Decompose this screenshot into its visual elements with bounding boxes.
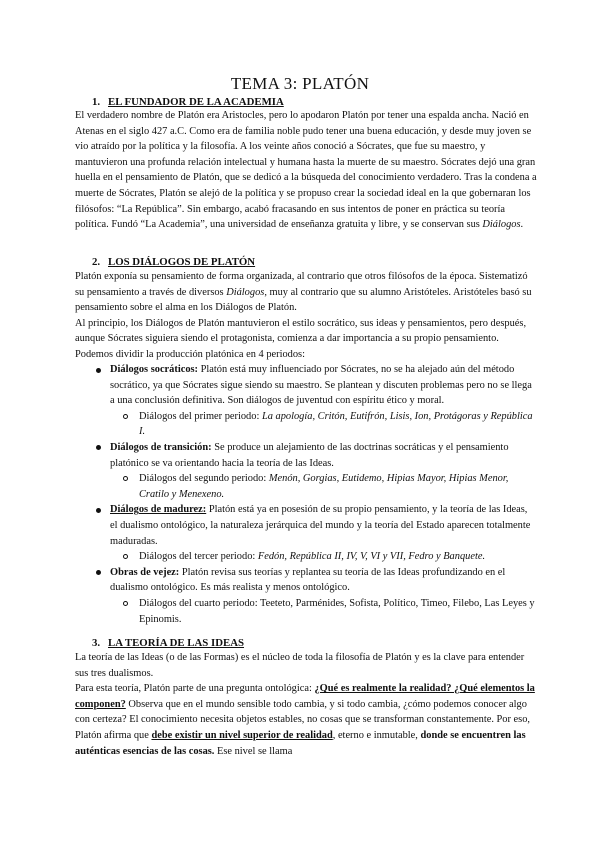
section-2-paragraph-2: Al principio, los Diálogos de Platón mantuvieron el estilo socrático, sus ideas y pensamientos, pero después, aunque Sócrates siguiera siendo el protagonista, comienza a dar importancia a su propio pensamiento. Podemos dividir la producción platónica en 4 periodos:	[75, 317, 527, 360]
sub-bullet-icon	[123, 554, 128, 559]
bullet-icon	[96, 508, 101, 513]
list-item: Diálogos de madurez: Platón está ya en posesión de su propio pensamiento, y la teoría de las Ideas, el dualismo ontológico, la naturaleza jerárquica del mundo y la teoría del Estado aparecen totalmente maduradas.	[93, 502, 537, 549]
section-3-paragraph-2: Para esta teoría, Platón parte de una pregunta ontológica: ¿Qué es realmente la realidad? ¿Qué elementos la componen? Observa que en el mundo sensible todo cambia, y si todo cambia, ¿cómo podemos conocer algo con certeza? El conocimiento necesita objetos estables, no cosas que se transforman constantemente. Por eso, Platón afirma que debe existir un nivel superior de realidad, eterno e inmutable, donde se encuentren las auténticas esencias de las cosas. Ese nivel se llama	[75, 683, 535, 757]
section-3-paragraph-1: La teoría de las Ideas (o de las Formas) es el núcleo de toda la filosofía de Platón y es la clave para entender sus tres dualismos.	[75, 652, 525, 679]
list-subitem: Diálogos del primer periodo: La apología, Critón, Eutifrón, Lisis, Ion, Protágoras y República I.	[93, 409, 537, 440]
section-2-heading	[92, 255, 255, 269]
section-1-heading	[92, 95, 284, 109]
page-title: TEMA 3: PLATÓN	[230, 74, 370, 93]
section-2-number: 2.	[92, 256, 101, 268]
bullet-icon	[96, 368, 101, 373]
list-subitem: Diálogos del segundo periodo: Menón, Gorgias, Eutidemo, Hipias Mayor, Hipias Menor, Cratilo y Menexeno.	[93, 471, 537, 502]
list-subitem: Diálogos del tercer periodo: Fedón, República II, IV, V, VI y VII, Fedro y Banquete.	[93, 549, 537, 565]
section-2-paragraph-1: Platón exponía su pensamiento de forma organizada, al contrario que otros filósofos de la época. Sistematizó su pensamiento a través de diversos Diálogos, muy al contrario que su alumno Aristóteles. Aristóteles basó su pensamiento sobre el alma en los Diálogos de Platón.	[75, 271, 532, 314]
bullet-icon	[96, 445, 101, 450]
list-subitem: Diálogos del cuarto periodo: Teeteto, Parménides, Sofista, Político, Timeo, Filebo, Las Leyes y Epinomis.	[93, 596, 537, 627]
section-3-body	[75, 650, 537, 759]
section-1-title: EL FUNDADOR DE LA ACADEMIA	[108, 96, 284, 108]
list-item: Obras de vejez: Platón revisa sus teorías y replantea su teoría de las Ideas profundizando en el dualismo ontológico. Es más realista y menos ontológico.	[93, 565, 537, 596]
section-1-body	[75, 108, 537, 233]
section-1-number: 1.	[92, 96, 101, 108]
section-3-heading	[92, 636, 244, 650]
bullet-icon	[96, 570, 101, 575]
sub-bullet-icon	[123, 414, 128, 419]
section-2-title: LOS DIÁLOGOS DE PLATÓN	[108, 256, 256, 268]
section-3-title: LA TEORÍA DE LAS IDEAS	[108, 637, 245, 649]
sub-bullet-icon	[123, 476, 128, 481]
sub-bullet-icon	[123, 601, 128, 606]
section-3-number: 3.	[92, 637, 101, 649]
section-2-body	[75, 269, 537, 363]
list-item: Diálogos de transición: Se produce un alejamiento de las doctrinas socráticas y el pensamiento platónico se va orientando hacia la teoría de las Ideas.	[93, 440, 537, 471]
section-1-paragraph: El verdadero nombre de Platón era Aristocles, pero lo apodaron Platón por tener una espalda ancha. Nació en Atenas en el siglo 427 a.C. Como era de familia noble pudo tener una buena educación, y desde muy joven se vio atraído por la política y la filosofía. A los veinte años conoció a Sócrates, que fue su maestro, y mantuvieron una profunda relación intelectual y humana hasta la muerte de su maestro. Sócrates dejó una gran huella en el pensamiento de Platón, que se dedicó a la búsqueda del conocimiento verdadero. Tras la condena a muerte de Sócrates, Platón se alejó de la política y se propuso crear la sociedad ideal en la que gobernaran los filósofos: “La República”. Sin embargo, acabó fracasando en sus intentos de poner en práctica su teoría política. Fundó “La Academia”, una universidad de enseñanza gratuita y libre, y se conservan sus Diálogos.	[75, 110, 537, 231]
periods-list	[93, 362, 537, 627]
list-item: Diálogos socráticos: Platón está muy influenciado por Sócrates, no se ha alejado aún del método socrático, ya que Sócrates sigue siendo su maestro. Se plantean y discuten problemas pero no se llega a una conclusión definitiva. Son diálogos de juventud con espíritu ético y moral.	[93, 362, 537, 409]
